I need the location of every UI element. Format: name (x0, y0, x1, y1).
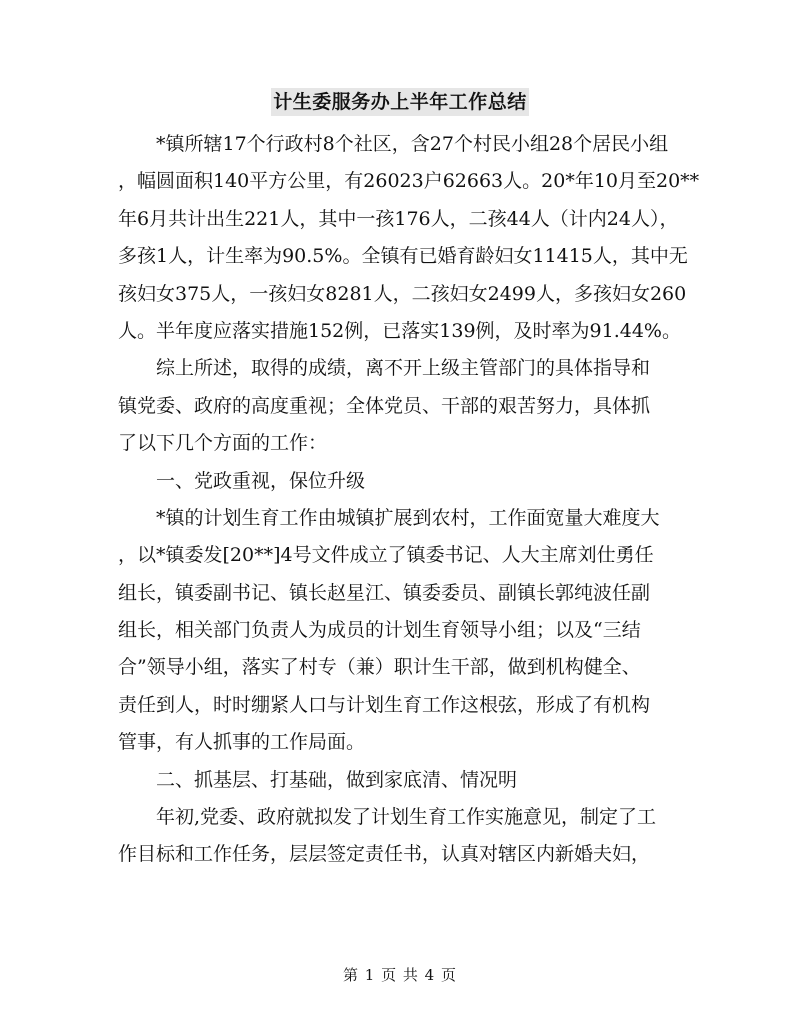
paragraph-line: 管事，有人抓事的工作局面。 (118, 731, 366, 754)
paragraph-line: 作目标和工作任务，层层签定责任书，认真对辖区内新婚夫妇， (118, 843, 651, 866)
paragraph-line: ，幅圆面积140平方公里，有26023户62663人。20*年10月至20** (118, 170, 700, 193)
paragraph-line: 多孩1人，计生率为90.5%。全镇有已婚育龄妇女11415人，其中无 (118, 245, 688, 268)
paragraph-line: 年6月共计出生221人，其中一孩176人，二孩44人（计内24人）， (118, 207, 679, 230)
paragraph-line: 孩妇女375人，一孩妇女8281人，二孩妇女2499人，多孩妇女260 (118, 282, 687, 305)
paragraph-line: 镇党委、政府的高度重视；全体党员、干部的艰苦努力，具体抓 (118, 394, 651, 417)
paragraph-line: ，以*镇委发[20**]4号文件成立了镇委书记、人大主席刘仕勇任 (118, 544, 654, 567)
paragraph-line: *镇所辖17个行政村8个社区，含27个村民小组28个居民小组 (156, 133, 669, 155)
paragraph-line: 年初,党委、政府就拟发了计划生育工作实施意见，制定了工 (156, 806, 657, 829)
document-body (118, 126, 700, 874)
paragraph-line: 了以下几个方面的工作： (118, 432, 328, 455)
section-heading: 一、党政重视，保位升级 (156, 469, 366, 492)
paragraph-line: 组长，镇委副书记、镇长赵星江、镇委委员、副镇长郭纯波任副 (118, 581, 651, 604)
paragraph-line: 组长，相关部门负责人为成员的计划生育领导小组；以及“三结 (118, 619, 641, 642)
paragraph-line: *镇的计划生育工作由城镇扩展到农村，工作面宽量大难度大 (156, 506, 660, 529)
page-footer: 第 1 页 共 4 页 (343, 966, 457, 984)
document-title: 计生委服务办上半年工作总结 (271, 88, 529, 116)
paragraph-line: 人。半年度应落实措施152例，已落实139例，及时率为91.44%。 (118, 319, 681, 342)
title-container (0, 88, 800, 116)
paragraph-line: 综上所述，取得的成绩，离不开上级主管部门的具体指导和 (156, 357, 651, 380)
paragraph-line: 合”领导小组，落实了村专（兼）职计生干部，做到机构健全、 (118, 656, 641, 679)
section-heading: 二、抓基层、打基础，做到家底清、情况明 (156, 768, 518, 791)
paragraph-line: 责任到人，时时绷紧人口与计划生育工作这根弦，形成了有机构 (118, 693, 651, 716)
